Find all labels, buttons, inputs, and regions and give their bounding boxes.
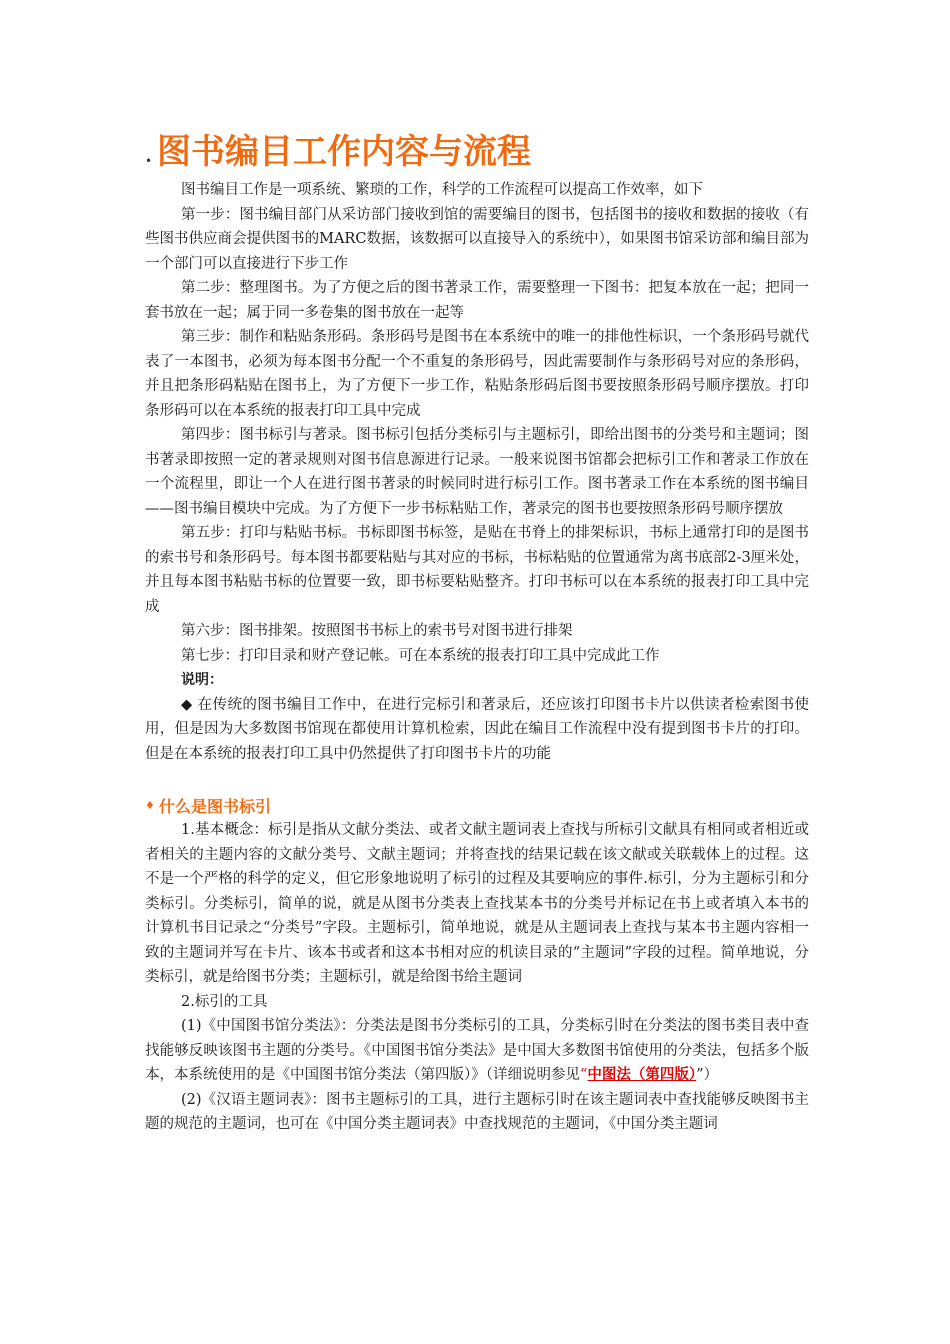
intro-paragraph: 图书编目工作是一项系统、繁琐的工作，科学的工作流程可以提高工作效率，如下 — [181, 182, 703, 198]
classification-tool-paragraph — [145, 1014, 809, 1088]
section-heading-indexing — [145, 792, 809, 818]
section-title: 图书编目工作内容与流程 — [157, 132, 531, 172]
diamond-bullet-icon: ♦ — [145, 798, 155, 812]
bullet-icon: • — [145, 154, 153, 168]
step-5-paragraph: 第五步：打印与粘贴书标。书标即图书标签，是贴在书脊上的排架标识，书标上通常打印的是图书的索书号和条形码号。每本图书都要粘贴与其对应的书标，书标粘贴的位置通常为离书底部2-3厘米处，并且每本图书粘贴书标的位置要一致，即书标要粘贴整齐。打印书标可以在本系统的报表打印工具中完成 — [145, 525, 809, 615]
step-3-paragraph: 第三步：制作和粘贴条形码。条形码号是图书在本系统中的唯一的排他性标识，一个条形码号就代表了一本图书，必须为每本图书分配一个不重复的条形码号，因此需要制作与条形码号对应的条形码，并且把条形码粘贴在图书上，为了方便下一步工作，粘贴条形码后图书要按照条形码号顺序摆放。打印条形码可以在本系统的报表打印工具中完成 — [145, 329, 809, 419]
subject-tool-paragraph: (2)《汉语主题词表》：图书主题标引的工具，进行主题标引时在该主题词表中查找能够反映图书主题的规范的主题词，也可在《中国分类主题词表》中查找规范的主题词，《中国分类主题词 — [145, 1091, 809, 1132]
indexing-tools-heading: 2.标引的工具 — [181, 993, 268, 1010]
step-4-paragraph: 第四步：图书标引与著录。图书标引包括分类标引与主题标引，即给出图书的分类号和主题词；图书著录即按照一定的著录规则对图书信息源进行记录。一般来说图书馆都会把标引工作和著录工作放在一个流程里，即让一个人在进行图书著录的时候同时进行标引工作。图书著录工作在本系统的图书编目——图书编目模块中完成。为了方便下一步书标粘贴工作，著录完的图书也要按照条形码号顺序摆放 — [145, 427, 809, 517]
note-label: 说明： — [181, 672, 223, 688]
clc-fourth-edition-link[interactable]: 中图法（第四版） — [587, 1067, 697, 1083]
paren-close: ） — [703, 1067, 719, 1083]
step-6-paragraph: 第六步：图书排架。按照图书书标上的索书号对图书进行排架 — [181, 623, 573, 639]
document-body — [145, 128, 809, 1137]
step-2-paragraph: 第二步：整理图书。为了方便之后的图书著录工作，需要整理一下图书：把复本放在一起；把同一套书放在一起；属于同一多卷集的图书放在一起等 — [145, 280, 809, 321]
section-heading-cataloging-process — [145, 128, 809, 172]
note-paragraph: ◆ 在传统的图书编目工作中，在进行完标引和著录后，还应该打印图书卡片以供读者检索图书使用，但是因为大多数图书馆现在都使用计算机检索，因此在编目工作流程中没有提到图书卡片的打印。但是在本系统的报表打印工具中仍然提供了打印图书卡片的功能 — [145, 696, 809, 762]
step-1-paragraph: 第一步：图书编目部门从采访部门接收到馆的需要编目的图书，包括图书的接收和数据的接收（有些图书供应商会提供图书的MARC数据，该数据可以直接导入的系统中），如果图书馆采访部和编目部为一个部门可以直接进行下步工作 — [145, 206, 809, 272]
quote-close: ” — [696, 1067, 704, 1083]
basic-concept-paragraph: 1.基本概念：标引是指从文献分类法、或者文献主题词表上查找与所标引文献具有相同或者相近或者相关的主题内容的文献分类号、文献主题词；并将查找的结果记载在该文献或关联载体上的过程。这不是一个严格的科学的定义，但它形象地说明了标引的过程及其要响应的事件.标引，分为主题标引和分类标引。分类标引，简单的说，就是从图书分类表上查找某本书的分类号并标记在书上或者填入本书的计算机书目记录之“分类号”字段。主题标引，简单地说，就是从主题词表上查找与某本书主题内容相一致的主题词并写在卡片、该本书或者和这本书相对应的机读目录的“主题词”字段的过程。简单地说，分类标引，就是给图书分类；主题标引，就是给图书给主题词 — [145, 822, 809, 985]
quote-open: “ — [580, 1067, 588, 1083]
classification-text: (1)《中国图书馆分类法》：分类法是图书分类标引的工具，分类标引时在分类法的图书类目表中查找能够反映该图书主题的分类号。《中国图书馆分类法》是中国大多数图书馆使用的分类法，包括多个版本，本系统使用的是《中国图书馆分类法（第四版）》（详细说明参见 — [145, 1018, 809, 1083]
step-7-paragraph: 第七步：打印目录和财产登记帐。可在本系统的报表打印工具中完成此工作 — [181, 647, 660, 664]
section-subtitle: 什么是图书标引 — [159, 796, 272, 816]
